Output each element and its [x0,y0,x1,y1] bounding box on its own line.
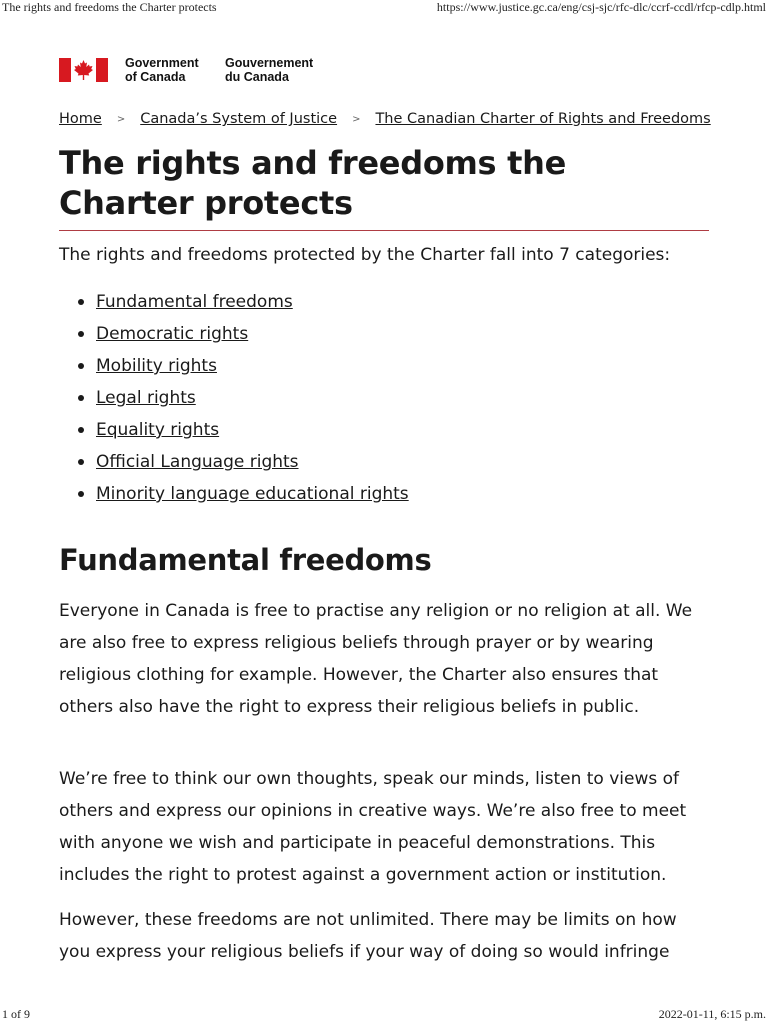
print-timestamp: 2022-01-11, 6:15 p.m. [658,1007,766,1021]
list-item [59,350,409,382]
list-item [59,318,409,350]
paragraph: Everyone in Canada is free to practise any religion or no religion at all. We are also free to express religious beliefs through prayer or by wearing religious clothing for example. However, the Charter also ensures that others also have the right to express their religious beliefs in public. [59,601,693,717]
toc-link-democratic-rights[interactable]: Democratic rights [96,324,249,344]
bullet-icon [78,363,84,369]
wordmark [125,56,314,84]
bullet-icon [78,331,84,337]
categories-list [59,286,409,510]
breadcrumb-charter-link[interactable]: The Canadian Charter of Rights and Freedoms [375,111,711,127]
intro-text: The rights and freedoms protected by the Charter fall into 7 categories: [59,245,671,265]
print-footer [0,1007,768,1022]
page-number: 1 of 9 [2,1007,30,1021]
canada-flag-icon [59,58,108,82]
toc-link-official-language-rights[interactable]: Official Language rights [96,452,299,472]
breadcrumb-separator: > [352,113,361,125]
breadcrumb [59,111,711,127]
toc-link-fundamental-freedoms[interactable]: Fundamental freedoms [96,292,293,312]
wordmark-french: Gouvernement du Canada [225,56,314,84]
breadcrumb-home-link[interactable]: Home [59,111,102,127]
print-header [0,0,768,15]
bullet-icon [78,395,84,401]
wordmark-english: Government of Canada [125,56,199,84]
list-item [59,446,409,478]
breadcrumb-separator: > [116,113,126,125]
list-item [59,286,409,318]
bullet-icon [78,427,84,433]
government-of-canada-logo[interactable] [59,56,314,84]
breadcrumb-justice-system-link[interactable]: Canada’s System of Justice [140,111,338,127]
paragraph: However, these freedoms are not unlimited. There may be limits on how you express your religious beliefs if your way of doing so would infringe [59,910,677,962]
bullet-icon [78,491,84,497]
paragraph: We’re free to think our own thoughts, speak our minds, listen to views of others and express our opinions in creative ways. We’re also free to meet with anyone we wish and participate in peaceful demonstrations. This includes the right to protest against a government action or institution. [59,769,687,885]
list-item [59,478,409,510]
maple-leaf-icon [74,60,93,80]
list-item [59,414,409,446]
toc-link-minority-language-rights[interactable]: Minority language educational rights [96,484,409,504]
toc-link-mobility-rights[interactable]: Mobility rights [96,356,217,376]
print-header-url: https://www.justice.gc.ca/eng/csj-sjc/rfc-dlc/ccrf-ccdl/rfcp-cdlp.html [436,0,766,14]
bullet-icon [78,299,84,305]
section-title: Fundamental freedoms [59,543,432,577]
print-header-title: The rights and freedoms the Charter protects [2,0,217,14]
bullet-icon [78,459,84,465]
page-title: The rights and freedoms the Charter protects [59,143,709,231]
list-item [59,382,409,414]
toc-link-equality-rights[interactable]: Equality rights [96,420,220,440]
toc-link-legal-rights[interactable]: Legal rights [96,388,196,408]
